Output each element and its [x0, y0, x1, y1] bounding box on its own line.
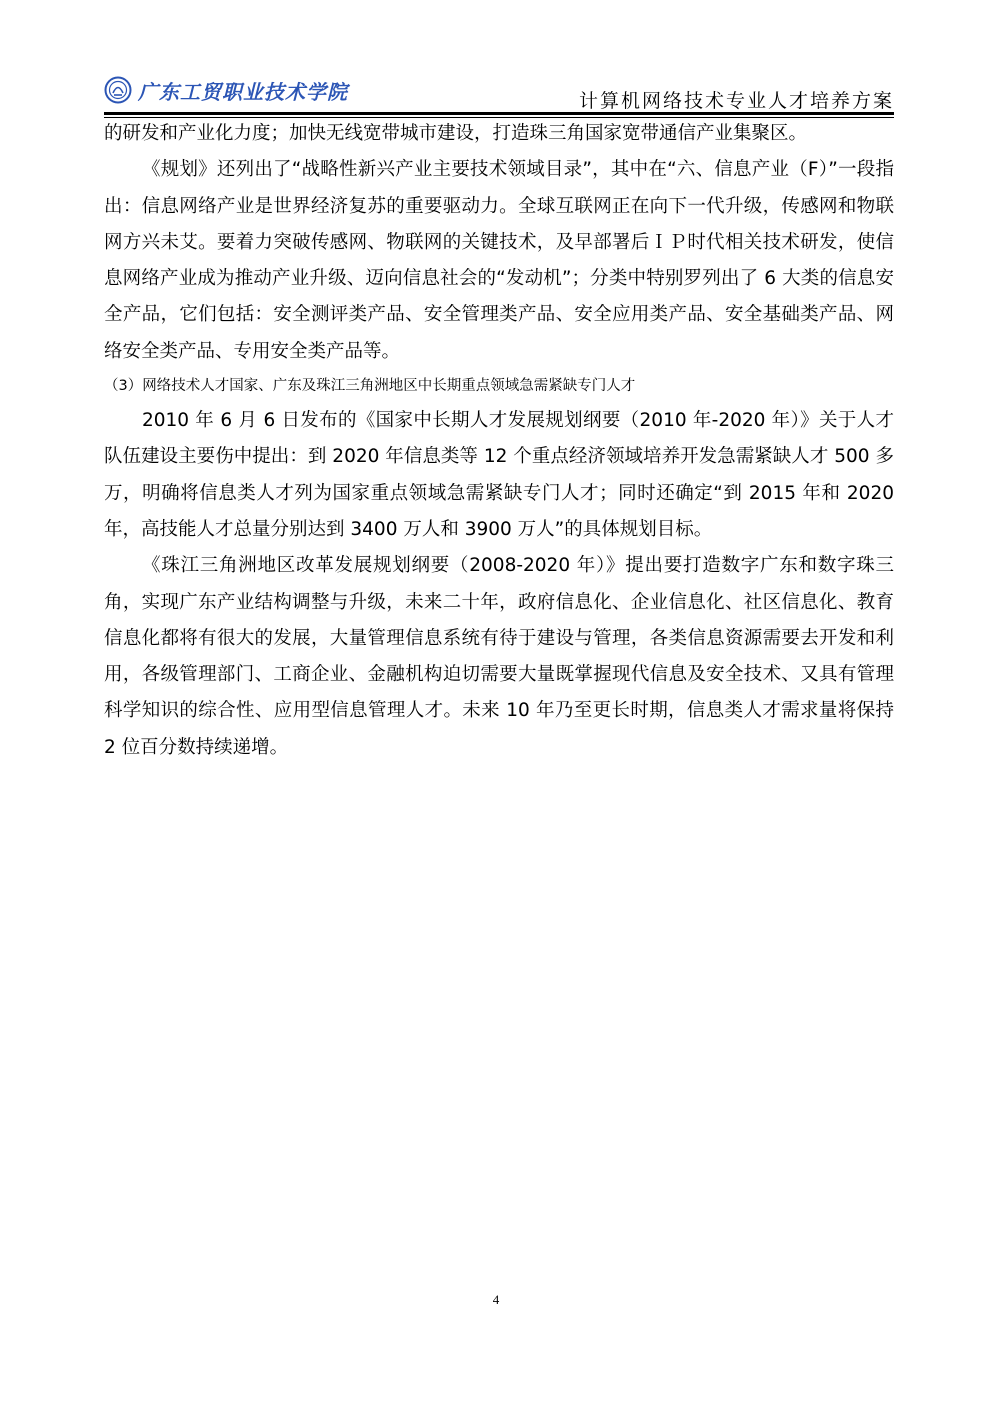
- paragraph-continuation: 的研发和产业化力度；加快无线宽带城市建设，打造珠三角国家宽带通信产业集聚区。: [104, 123, 808, 144]
- college-logo: [104, 74, 348, 106]
- page-number: 4: [492, 1292, 500, 1307]
- header-divider-thick: [104, 112, 894, 115]
- paragraph-national-talent-plan: 2010 年 6 月 6 日发布的《国家中长期人才发展规划纲要（2010 年-2020 年）》关于人才队伍建设主要伤中提出：到 2020 年信息类等 12 个重点经济领域培养开发急需紧缺人才 500 多万，明确将信息类人才列为国家重点领域急需紧缺专门人才；同时还确定“到 2015 年和 2020 年，高技能人才总量分别达到 3400 万人和 3900 万人”的具体规划目标。: [104, 410, 894, 540]
- section-subheading: （3）网络技术人才国家、广东及珠江三角洲地区中长期重点领域急需紧缺专门人才: [104, 378, 636, 395]
- document-title: 计算机网络技术专业人才培养方案: [578, 90, 894, 112]
- document-body: [104, 116, 894, 766]
- page-header: [104, 70, 894, 112]
- college-name: 广东工贸职业技术学院: [138, 79, 348, 104]
- paragraph-plan-directory: 《规划》还列出了“战略性新兴产业主要技术领域目录”，其中在“六、信息产业（F）”一段指出：信息网络产业是世界经济复苏的重要驱动力。全球互联网正在向下一代升级，传感网和物联网方兴未艾。要着力突破传感网、物联网的关键技术，及早部署后ＩＰ时代相关技术研发，使信息网络产业成为推动产业升级、迈向信息社会的“发动机”；分类中特别罗列出了 6 大类的信息安全产品，它们包括：安全测评类产品、安全管理类产品、安全应用类产品、安全基础类产品、网络安全类产品、专用安全类产品等。: [104, 159, 894, 362]
- paragraph-pearl-river-delta-plan: 《珠江三角洲地区改革发展规划纲要（2008-2020 年）》提出要打造数字广东和数字珠三角，实现广东产业结构调整与升级，未来二十年，政府信息化、企业信息化、社区信息化、教育信息化都将有很大的发展，大量管理信息系统有待于建设与管理，各类信息资源需要去开发和利用，各级管理部门、工商企业、金融机构迫切需要大量既掌握现代信息及安全技术、又具有管理科学知识的综合性、应用型信息管理人才。未来 10 年乃至更长时期，信息类人才需求量将保持 2 位百分数持续递增。: [104, 555, 894, 758]
- college-emblem-icon: [104, 76, 132, 104]
